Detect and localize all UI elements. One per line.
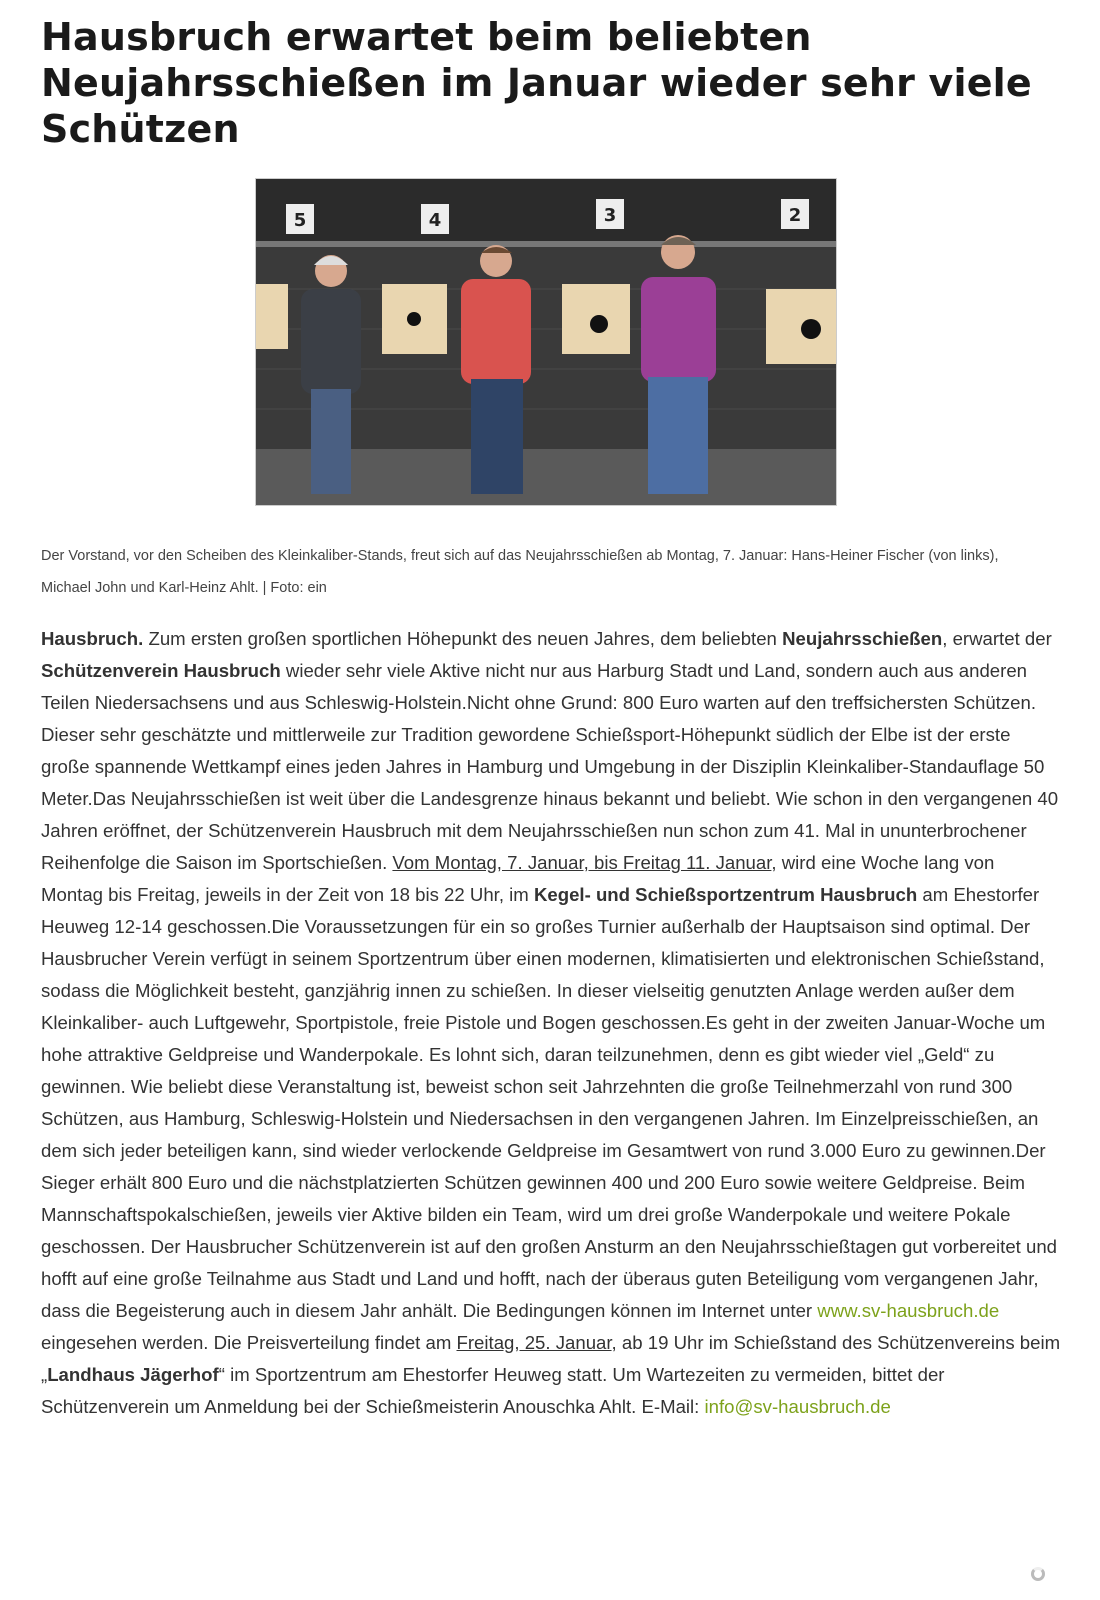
article-dateline: Hausbruch. <box>41 628 144 649</box>
article-photo <box>255 178 837 506</box>
article-text: wieder sehr viele Aktive nicht nur aus Harburg Stadt und Land, sondern auch aus anderen Teilen Niedersachsens und aus Schleswig-Holstein.Nicht ohne Grund: 800 Euro warten auf den treffsichersten Schützen. Dieser sehr geschätzte und mittlerweile zur Tradition gewordene Schießsport-Höhepunkt südlich der Elbe ist der erste große spannende Wettkampf eines jeden Jahres in Hamburg und Umgebung in der Disziplin Kleinkaliber-Standauflage 50 Meter.Das Neujahrsschießen ist weit über die Landesgrenze hinaus bekannt und beliebt. Wie schon in den vergangenen 40 Jahren eröffnet, der Schützenverein Hausbruch mit dem Neujahrsschießen nun schon zum 41. Mal in ununterbrochener Reihenfolge die Saison im Sportschießen. <box>41 660 1059 873</box>
article-text: am Ehestorfer Heuweg 12-14 geschossen.Die Voraussetzungen für ein so großes Turnier außerhalb der Hauptsaison sind optimal. Der Hausbrucher Verein verfügt in seinem Sportzentrum über einen modernen, klimatisierten und elektronischen Schießstand, sodass die Möglichkeit besteht, ganzjährig innen zu schießen. In dieser vielseitig genutzten Anlage werden außer dem Kleinkaliber- auch Luftgewehr, Sportpistole, freie Pistole und Bogen geschossen.Es geht in der zweiten Januar-Woche um hohe attraktive Geldpreise und Wanderpokale. Es lohnt sich, daran teilzunehmen, denn es gibt wieder viel „Geld“ zu gewinnen. Wie beliebt diese Veranstaltung ist, beweist schon seit Jahrzehnten die große Teilnehmerzahl von rund 300 Schützen, aus Hamburg, Schleswig-Holstein und Niedersachsen in den vergangenen Jahren. Im Einzelpreisschießen, an dem sich jeder beteiligen kann, sind wieder verlockende Geldpreise im Gesamtwert von rund 3.000 Euro zu gewinnen.Der Sieger erhält 800 Euro und die nächstplatzierten Schützen gewinnen 400 und 200 Euro sowie weitere Geldpreise. Beim Mannschaftspokalschießen, jeweils vier Aktive bilden ein Team, wird um drei große Wanderpokale und weitere Pokale geschossen. Der Hausbrucher Schützenverein ist auf den großen Ansturm an den Neujahrsschießtagen gut vorbereitet und hofft auf eine große Teilnahme aus Stadt und Land und hofft, nach der überaus guten Beteiligung vom vergangenen Jahr, dass die Begeisterung auch in diesem Jahr anhält. Die Bedingungen können im Internet unter <box>41 884 1058 1321</box>
article-body <box>41 623 1061 1423</box>
article-text: eingesehen werden. Die Preisverteilung findet am <box>41 1332 457 1353</box>
article-bold: Schützenverein Hausbruch <box>41 660 281 681</box>
event-date-link[interactable]: Vom Montag, 7. Januar, bis Freitag 11. Januar <box>392 852 772 873</box>
article-text: “ im Sportzentrum am Ehestorfer Heuweg statt. Um Wartezeiten zu vermeiden, bittet der Schützenverein um Anmeldung bei der Schießmeisterin Anouschka Ahlt. E-Mail: <box>41 1364 945 1417</box>
photo-caption: Der Vorstand, vor den Scheiben des Kleinkaliber-Stands, freut sich auf das Neujahrsschießen ab Montag, 7. Januar: Hans-Heiner Fischer (von links), Michael John und Karl-Heinz Ahlt. | Foto: ein <box>41 548 999 596</box>
article-bold: Kegel- und Schießsportzentrum Hausbruch <box>533 884 918 905</box>
lane-number: 4 <box>428 210 442 231</box>
article-text: Zum ersten großen sportlichen Höhepunkt des neuen Jahres, dem beliebten <box>143 628 783 649</box>
article-bold: Neujahrsschießen <box>782 628 943 649</box>
loading-spinner-icon <box>1031 1567 1045 1581</box>
email-link[interactable]: info@sv-hausbruch.de <box>704 1396 891 1417</box>
award-date-link[interactable]: Freitag, 25. Januar <box>456 1332 612 1353</box>
article-text: , ab 19 Uhr im Schießstand des Schützenvereins beim „ <box>41 1332 1061 1385</box>
article-bold: Landhaus Jägerhof <box>47 1364 219 1385</box>
article-text: , wird eine Woche lang von Montag bis Freitag, jeweils in der Zeit von 18 bis 22 Uhr, im <box>41 852 995 905</box>
website-link[interactable]: www.sv-hausbruch.de <box>817 1300 1000 1321</box>
lane-number: 3 <box>603 205 617 226</box>
lane-number: 2 <box>788 205 802 226</box>
lane-number: 5 <box>293 210 307 231</box>
article-text: , erwartet der <box>942 628 1052 649</box>
article-title: Hausbruch erwartet beim beliebten Neujahrsschießen im Januar wieder sehr viele Schützen <box>41 15 1032 151</box>
shooting-range-photo <box>256 179 836 505</box>
